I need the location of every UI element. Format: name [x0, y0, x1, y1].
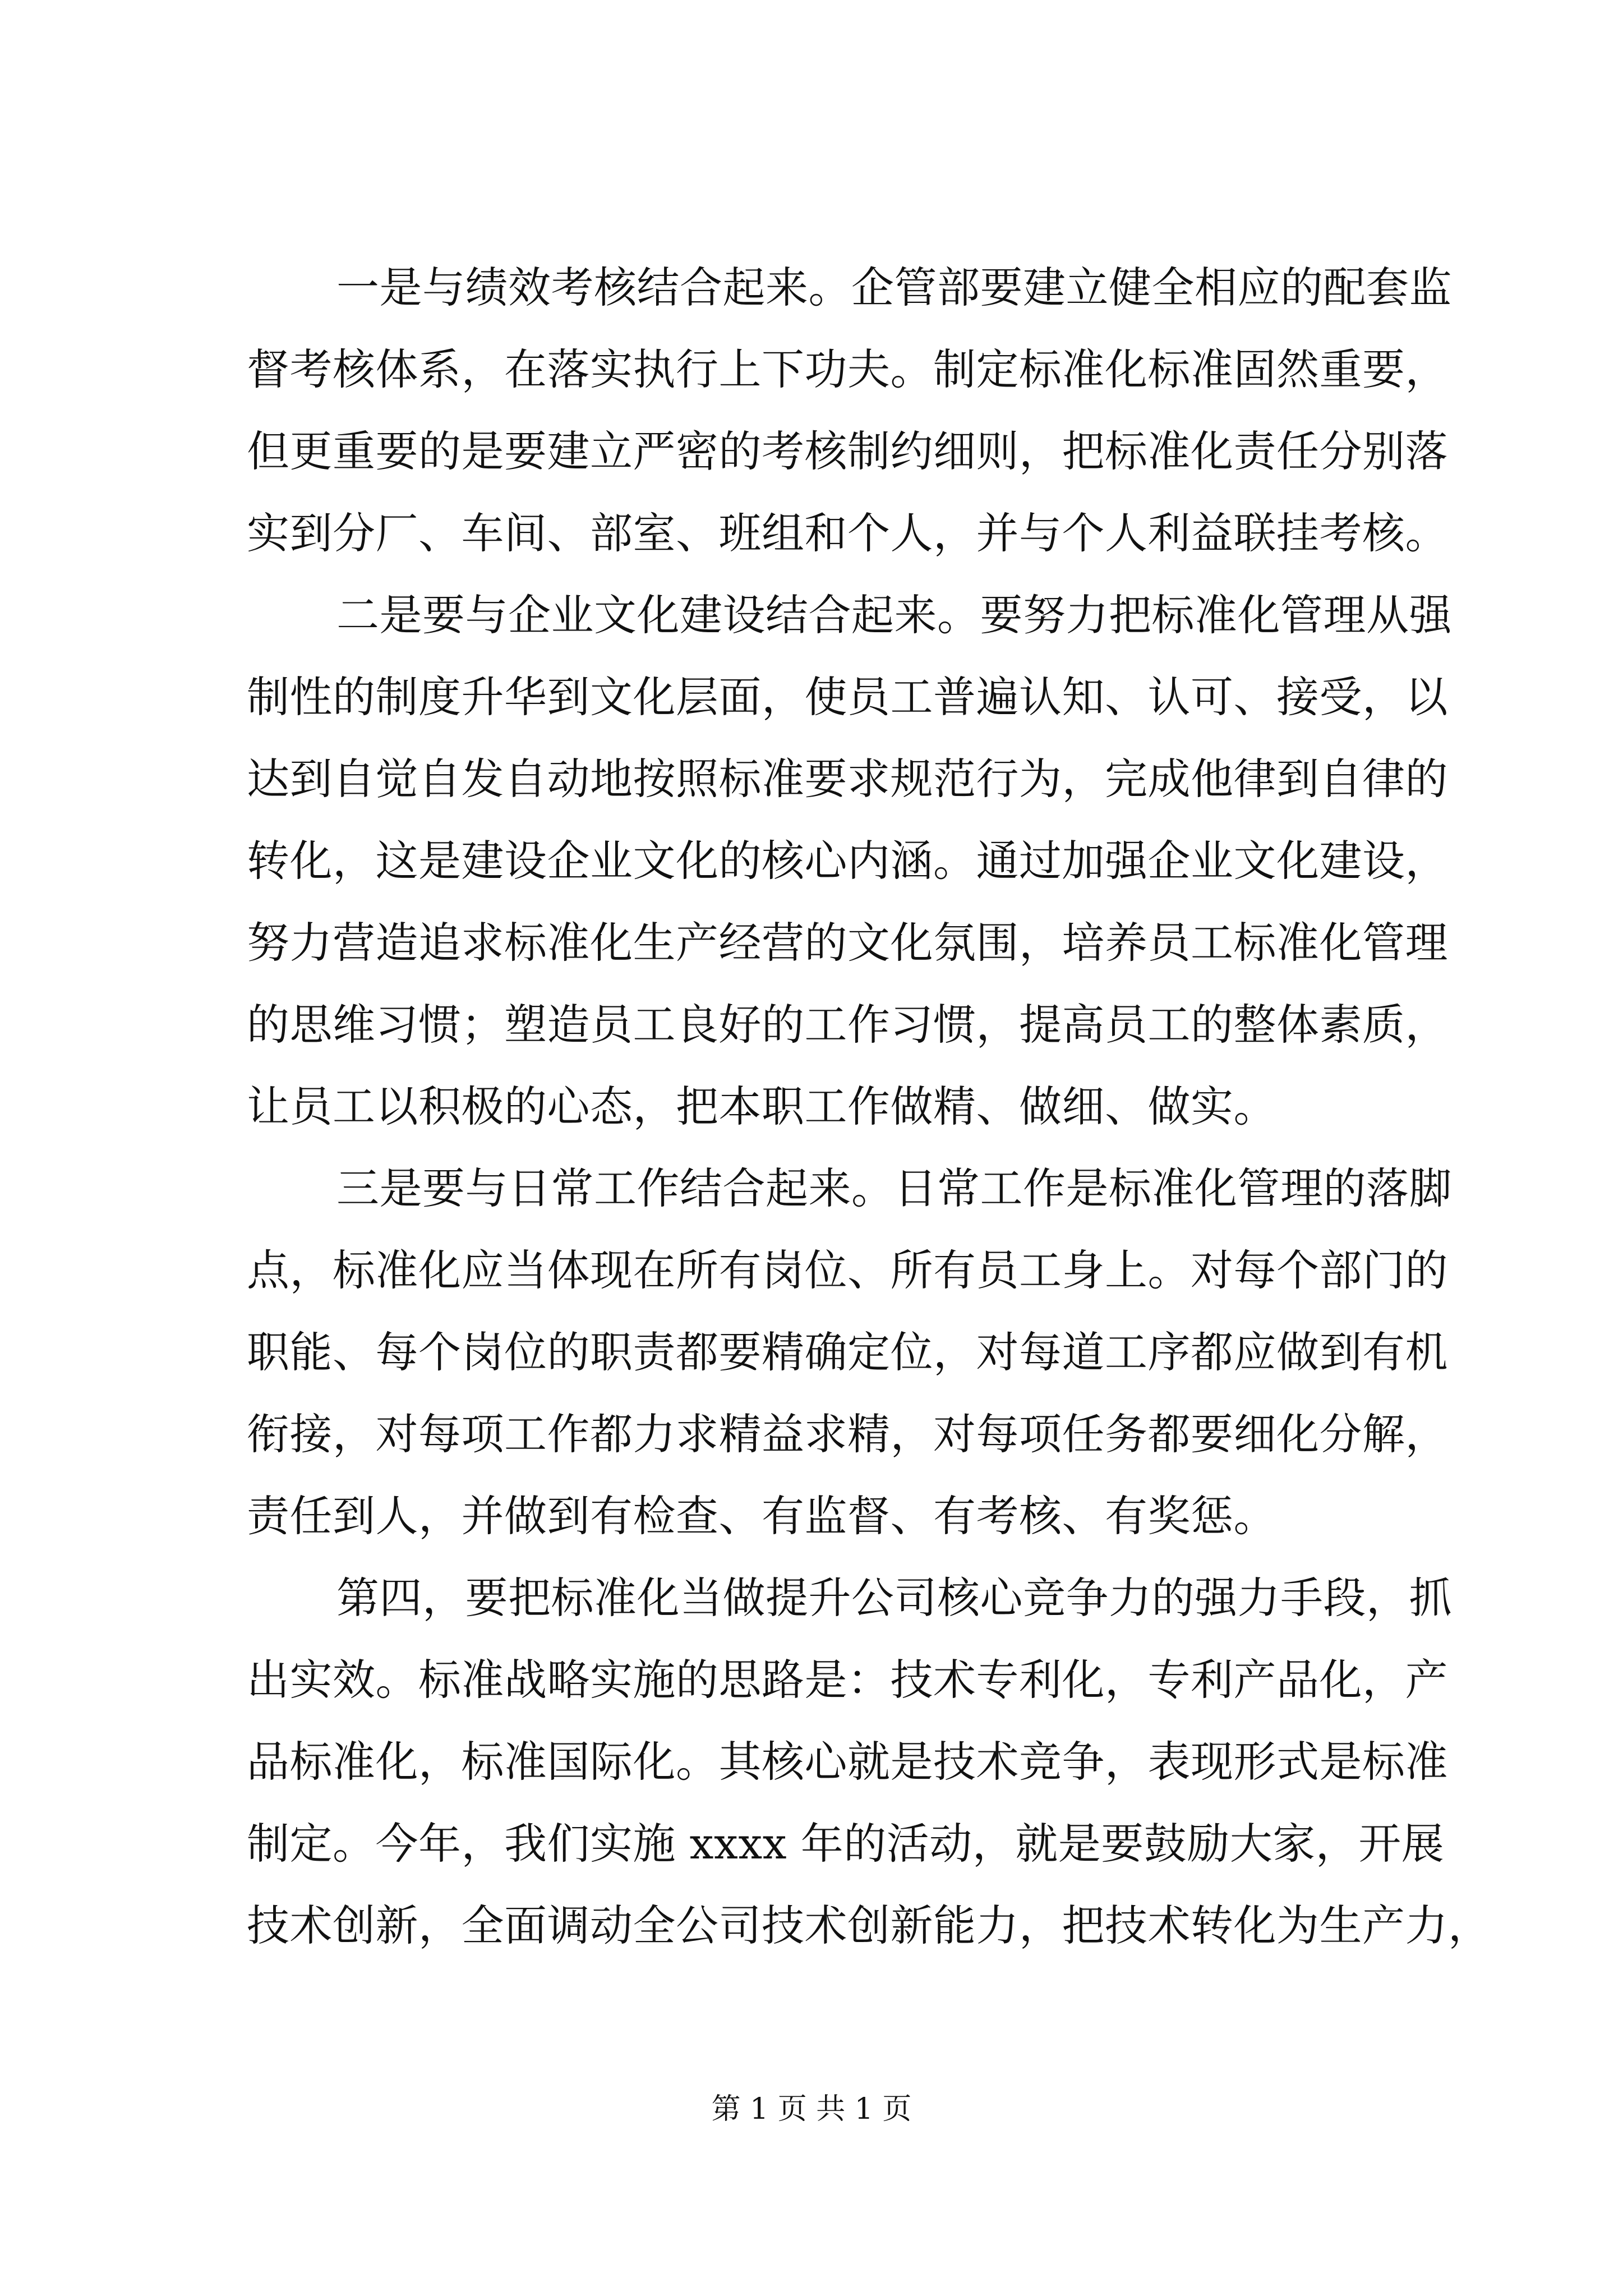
paragraph-3-line-1: 三是要与日常工作结合起来。日常工作是标准化管理的落脚 [336, 1163, 1452, 1213]
paragraph-4-line-1: 第四，要把标准化当做提升公司核心竞争力的强力手段，抓 [336, 1573, 1452, 1623]
paragraph-1-line-4: 实到分厂、车间、部室、班组和个人，并与个人利益联挂考核。 [247, 508, 1448, 558]
paragraph-2-line-1: 二是要与企业文化建设结合起来。要努力把标准化管理从强 [336, 590, 1452, 640]
paragraph-3-line-4: 衔接，对每项工作都力求精益求精，对每项任务都要细化分解， [247, 1409, 1448, 1459]
paragraph-3-line-5: 责任到人，并做到有检查、有监督、有考核、有奖惩。 [247, 1491, 1276, 1541]
paragraph-3-line-2: 点，标准化应当体现在所有岗位、所有员工身上。对每个部门的 [247, 1245, 1448, 1295]
page-number-footer: 第 1 页 共 1 页 [711, 2092, 912, 2126]
document-body [247, 247, 1491, 1967]
paragraph-4-line-3: 品标准化，标准国际化。其核心就是技术竞争，表现形式是标准 [247, 1737, 1448, 1787]
paragraph-1-line-2: 督考核体系，在落实执行上下功夫。制定标准化标准固然重要， [247, 344, 1448, 394]
paragraph-2-line-4: 转化，这是建设企业文化的核心内涵。通过加强企业文化建设， [247, 836, 1448, 886]
paragraph-1-line-3: 但更重要的是要建立严密的考核制约细则，把标准化责任分别落 [247, 426, 1448, 476]
paragraph-4-line-5: 技术创新，全面调动全公司技术创新能力，把技术转化为生产力， [247, 1901, 1491, 1950]
paragraph-4-line-2: 出实效。标准战略实施的思路是：技术专利化，专利产品化，产 [247, 1655, 1448, 1705]
paragraph-2-line-7: 让员工以积极的心态，把本职工作做精、做细、做实。 [247, 1082, 1276, 1131]
paragraph-2-line-6: 的思维习惯；塑造员工良好的工作习惯，提高员工的整体素质， [247, 1000, 1448, 1050]
paragraph-4-line-4: 制定。今年，我们实施 xxxx 年的活动，就是要鼓励大家，开展 [247, 1819, 1445, 1869]
paragraph-2-line-2: 制性的制度升华到文化层面，使员工普遍认知、认可、接受，以 [247, 672, 1448, 722]
paragraph-2-line-5: 努力营造追求标准化生产经营的文化氛围，培养员工标准化管理 [247, 918, 1448, 968]
paragraph-3-line-3: 职能、每个岗位的职责都要精确定位，对每道工序都应做到有机 [247, 1327, 1448, 1377]
paragraph-1-line-1: 一是与绩效考核结合起来。企管部要建立健全相应的配套监 [336, 263, 1452, 312]
paragraph-2-line-3: 达到自觉自发自动地按照标准要求规范行为，完成他律到自律的 [247, 754, 1448, 804]
